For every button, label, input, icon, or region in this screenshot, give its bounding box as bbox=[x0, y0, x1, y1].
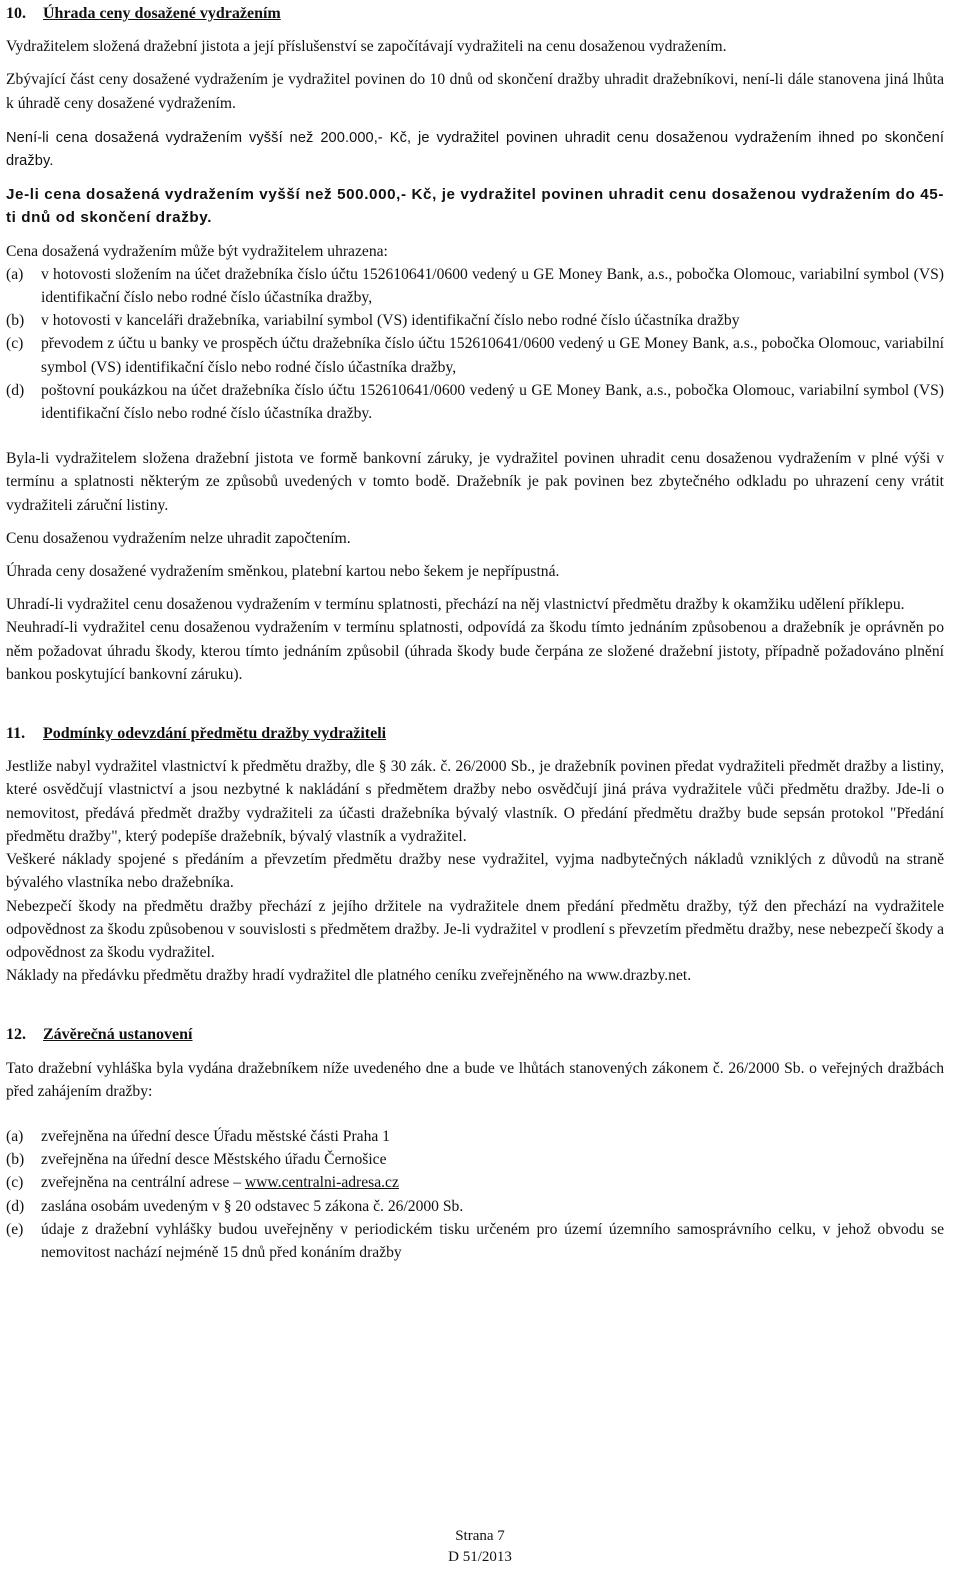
section-10-heading bbox=[6, 2, 944, 25]
list-item-text: v hotovosti složením na účet dražebníka číslo účtu 152610641/0600 vedený u GE Money Bank, a.s., pobočka Olomouc, variabilní symbol (VS) identifikační číslo nebo rodné číslo účastníka dražby, bbox=[41, 265, 944, 307]
paragraph: Jestliže nabyl vydražitel vlastnictví k předmětu dražby, dle § 30 zák. č. 26/2000 Sb., je dražebník povinen předat vydražiteli předmět dražby a listiny, které osvědčují vlastnictví a jsou nezbytné k nakládání s předmětem dražby nebo osvědčují jiná práva vydražitele vůči předmětu dražby. Jde-li o nemovitost, předává předmět dražby vydražiteli za účasti dražebníka bývalý vlastník. O předání předmětu dražby bude sepsán protokol "Předání předmětu dražby", který podepíše dražebník, bývalý vlastník a vydražitel. bbox=[6, 758, 944, 845]
paragraph: Zbývající část ceny dosažené vydražením je vydražitel povinen do 10 dnů od skončení dražby uhradit dražebníkovi, není-li dále stanovena jiná lhůta k úhradě ceny dosažené vydražením. bbox=[6, 71, 944, 112]
list-item-label: (b) bbox=[6, 312, 25, 330]
page-number: Strana 7 bbox=[455, 1528, 505, 1544]
paragraph: Náklady na předávku předmětu dražby hradí vydražitel dle platného ceníku zveřejněného na www.drazby.net. bbox=[6, 967, 692, 985]
paragraph: Neuhradí-li vydražitel cenu dosaženou vydražením v termínu splatnosti, odpovídá za škodu tímto jednáním způsobenou a dražebník je oprávněn po něm požadovat úhradu škody, kterou tímto jednáním způsobil (úhrada škody bude čerpána ze složené dražební jistoty, případně požadováno plnění bankou poskytující bankovní záruku). bbox=[6, 619, 944, 683]
central-address-link[interactable]: www.centralni-adresa.cz bbox=[244, 1174, 399, 1192]
paragraph: Cenu dosaženou vydražením nelze uhradit započtením. bbox=[6, 529, 351, 547]
paragraph: Nebezpečí škody na předmětu dražby přechází z jejího držitele na vydražitele dnem předání předmětu dražby, týž den přechází na vydražitele odpovědnost za škodu způsobenou v souvislosti s předmětem dražby. Je-li vydražitel v prodlení s převzetím předmětu dražby, nese nebezpečí škody a odpovědnost za škodu vydražitel. bbox=[6, 897, 944, 961]
document-reference: D 51/2013 bbox=[448, 1549, 512, 1565]
section-number: 12. bbox=[6, 1026, 26, 1044]
list-item-label: (b) bbox=[6, 1151, 25, 1169]
payment-intro: Cena dosažená vydražením může být vydražitelem uhrazena: bbox=[6, 242, 388, 260]
section-title: Podmínky odevzdání předmětu dražby vydražiteli bbox=[43, 725, 387, 743]
payment-options-list bbox=[6, 263, 944, 425]
list-item-text: zaslána osobám uvedeným v § 20 odstavec 5 zákona č. 26/2000 Sb. bbox=[41, 1197, 464, 1215]
publication-list bbox=[6, 1125, 944, 1264]
section-number: 11. bbox=[6, 725, 26, 743]
list-item-text: převodem z účtu u banky ve prospěch účtu dražebníka číslo účtu 152610641/0600 vedený u GE Money Bank, a.s., pobočka Olomouc, variabilní symbol (VS) identifikační číslo nebo rodné číslo účastníka dražby, bbox=[41, 335, 944, 376]
list-item bbox=[6, 1148, 944, 1171]
document-page bbox=[6, 0, 944, 1264]
paragraph: Veškeré náklady spojené s předáním a převzetím předmětu dražby nese vydražitel, vyjma nadbytečných nákladů vzniklých z důvodů na straně bývalého vlastníka nebo dražebníka. bbox=[6, 851, 944, 892]
list-item-label: (a) bbox=[6, 265, 24, 283]
section-12-heading bbox=[6, 1023, 944, 1046]
list-item-label: (e) bbox=[6, 1220, 24, 1238]
paragraph: Tato dražební vyhláška byla vydána dražebníkem níže uvedeného dne a bude ve lhůtách stanovených zákonem č. 26/2000 Sb. o veřejných dražbách před zahájením dražby: bbox=[6, 1059, 944, 1100]
list-item-label: (c) bbox=[6, 335, 24, 353]
list-item-text: údaje z dražební vyhlášky budou uveřejněny v periodickém tisku určeném pro území územního samosprávního celku, v jehož obvodu se nemovitost nachází nejméně 15 dnů před konáním dražby bbox=[41, 1220, 944, 1261]
list-item-label: (d) bbox=[6, 381, 25, 399]
list-item-label: (d) bbox=[6, 1197, 25, 1215]
paragraph-bold: Je-li cena dosažená vydražením vyšší než 500.000,- Kč, je vydražitel povinen uhradit cenu dosaženou vydražením do 45-ti dnů od skončení dražby. bbox=[6, 186, 944, 227]
list-item-text bbox=[41, 1171, 944, 1194]
list-item-text-prefix: zveřejněna na centrální adrese – bbox=[41, 1174, 245, 1192]
list-item bbox=[6, 309, 944, 332]
list-item bbox=[6, 332, 944, 378]
section-11-heading bbox=[6, 722, 944, 745]
list-item bbox=[6, 1195, 944, 1218]
list-item-label: (c) bbox=[6, 1174, 24, 1192]
page-footer bbox=[0, 1526, 960, 1568]
section-title: Úhrada ceny dosažené vydražením bbox=[43, 5, 281, 22]
section-number: 10. bbox=[6, 5, 26, 22]
list-item-text: poštovní poukázkou na účet dražebníka číslo účtu 152610641/0600 vedený u GE Money Bank, a.s., pobočka Olomouc, variabilní symbol (VS) identifikační číslo nebo rodné číslo účastníka dražby. bbox=[41, 381, 944, 423]
list-item bbox=[6, 1125, 944, 1148]
list-item bbox=[6, 1171, 944, 1194]
list-item-text: zveřejněna na úřední desce Úřadu městské části Praha 1 bbox=[41, 1127, 390, 1145]
list-item bbox=[6, 263, 944, 309]
paragraph: Není-li cena dosažená vydražením vyšší než 200.000,- Kč, je vydražitel povinen uhradit cenu dosaženou vydražením ihned po skončení dražby. bbox=[6, 129, 944, 170]
list-item bbox=[6, 379, 944, 425]
list-item-label: (a) bbox=[6, 1127, 24, 1145]
section-title: Závěrečná ustanovení bbox=[43, 1026, 193, 1044]
paragraph: Vydražitelem složená dražební jistota a její příslušenství se započítávají vydražiteli na cenu dosaženou vydražením. bbox=[6, 38, 727, 56]
paragraph: Byla-li vydražitelem složena dražební jistota ve formě bankovní záruky, je vydražitel povinen uhradit cenu dosaženou vydražením v plné výši v termínu a splatnosti některým ze způsobů uvedených v tomto bodě. Dražebník je pak povinen bez zbytečného odkladu po uhrazení ceny vrátit vydražiteli záruční listiny. bbox=[6, 450, 944, 514]
list-item-text: v hotovosti v kanceláři dražebníka, variabilní symbol (VS) identifikační číslo nebo rodné číslo účastníka dražby bbox=[41, 312, 740, 330]
list-item bbox=[6, 1218, 944, 1264]
paragraph: Úhrada ceny dosažené vydražením směnkou, platební kartou nebo šekem je nepřípustná. bbox=[6, 563, 560, 581]
list-item-text: zveřejněna na úřední desce Městského úřadu Černošice bbox=[41, 1151, 387, 1169]
paragraph: Uhradí-li vydražitel cenu dosaženou vydražením v termínu splatnosti, přechází na něj vlastnictví předmětu dražby k okamžiku udělení příklepu. bbox=[6, 596, 905, 614]
